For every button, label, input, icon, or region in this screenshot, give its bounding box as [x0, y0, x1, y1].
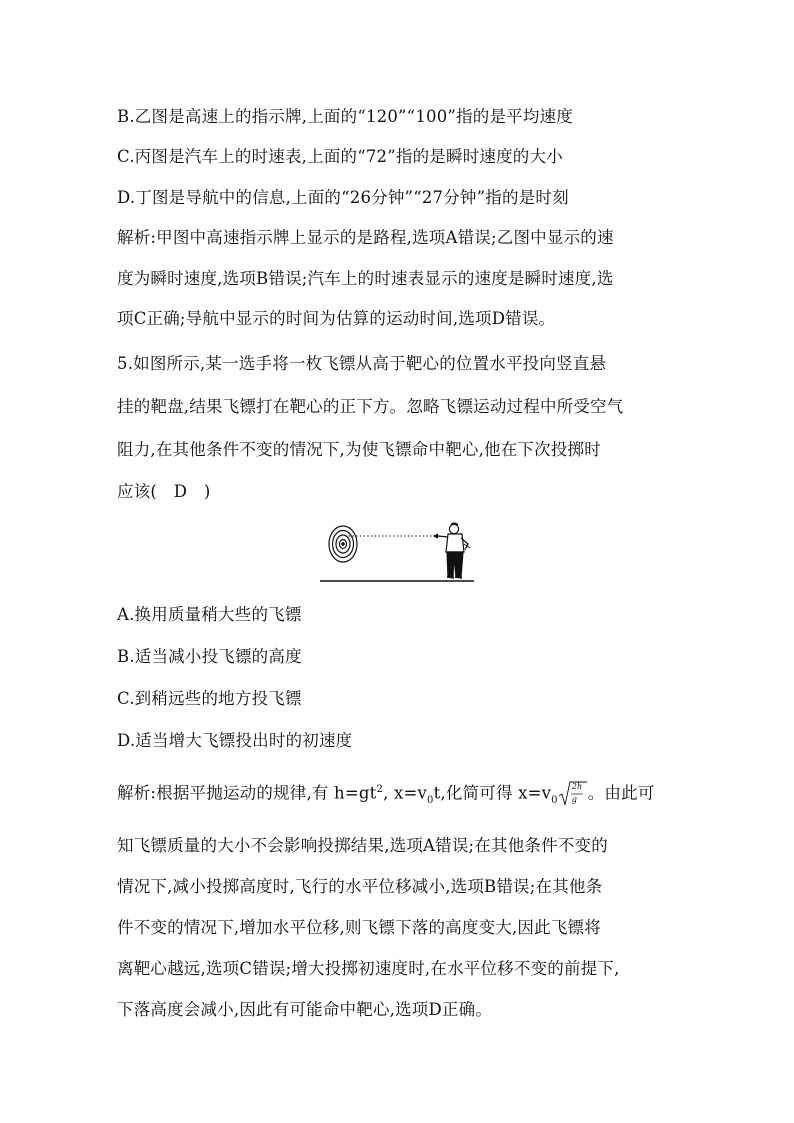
- analysis-5-line-4: 件不变的情况下,增加水平位移,则飞镖下落的高度变大,因此飞镖将: [117, 918, 601, 937]
- analysis-4-line-1: 解析:甲图中高速指示牌上显示的是路程,选项A错误;乙图中显示的速: [117, 228, 614, 247]
- analysis-4-line-3: 项C正确;导航中显示的时间为估算的运动时间,选项D错误。: [117, 309, 556, 328]
- fraction-denominator: g: [571, 795, 578, 804]
- choice-a-text: A.换用质量稍大些的飞镖: [117, 605, 302, 624]
- analysis-5-intro: 解析:根据平抛运动的规律,有 h=: [117, 783, 359, 803]
- option-c-text: C.丙图是汽车上的时速表,上面的“72”指的是瞬时速度的大小: [117, 147, 563, 166]
- choice-b-text: B.适当减小投飞镖的高度: [117, 647, 302, 666]
- analysis-5-line-1: [117, 780, 687, 808]
- formula-simplified: t,化简可得 x=v: [433, 783, 552, 803]
- question-5-line-2: 挂的靶盘,结果飞镖打在靶心的正下方。忽略飞镖运动过程中所受空气: [117, 397, 624, 416]
- formula-exponent: 2: [376, 784, 384, 795]
- question-5-line-1: 5.如图所示,某一选手将一枚飞镖从高于靶心的位置水平投向竖直悬: [117, 354, 607, 373]
- formula-x-eq-v: , x=v: [383, 783, 428, 803]
- analysis-5-line-6: 下落高度会减小,因此有可能命中靶心,选项D正确。: [117, 1000, 493, 1019]
- option-d-text: D.丁图是导航中的信息,上面的“26分钟”“27分钟”指的是时刻: [117, 188, 569, 207]
- choice-c-text: C.到稍远些的地方投飞镖: [117, 689, 302, 708]
- analysis-5-continue: 。由此可: [587, 783, 655, 803]
- formula-gt: gt: [358, 783, 377, 803]
- analysis-5-line-3: 情况下,减小投掷高度时,飞行的水平位移减小,选项B错误;在其他条: [117, 877, 603, 896]
- analysis-4-line-2: 度为瞬时速度,选项B错误;汽车上的时速表显示的速度是瞬时速度,选: [117, 269, 614, 288]
- analysis-5-line-2: 知飞镖质量的大小不会影响投掷结果,选项A错误;在其他条件不变的: [117, 836, 608, 855]
- choice-d-text: D.适当增大飞镖投出时的初速度: [117, 731, 353, 750]
- question-5-line-3: 阻力,在其他条件不变的情况下,为使飞镖命中靶心,他在下次投掷时: [117, 440, 601, 459]
- sqrt-fraction: [558, 780, 588, 808]
- formula-subscript-0: 0: [427, 794, 434, 806]
- thrower-figure-icon: [434, 523, 470, 578]
- fraction-numerator: 2h: [571, 782, 583, 791]
- formula-subscript-0b: 0: [551, 794, 558, 806]
- question-5-line-4: 应该( D ): [117, 482, 211, 501]
- option-b-text: B.乙图是高速上的指示牌,上面的“120”“100”指的是平均速度: [117, 107, 573, 126]
- dartboard-icon: [329, 526, 357, 562]
- dart-thrower-illustration: [318, 519, 476, 587]
- analysis-5-line-5: 离靶心越远,选项C错误;增大投掷初速度时,在水平位移不变的前提下,: [117, 959, 620, 978]
